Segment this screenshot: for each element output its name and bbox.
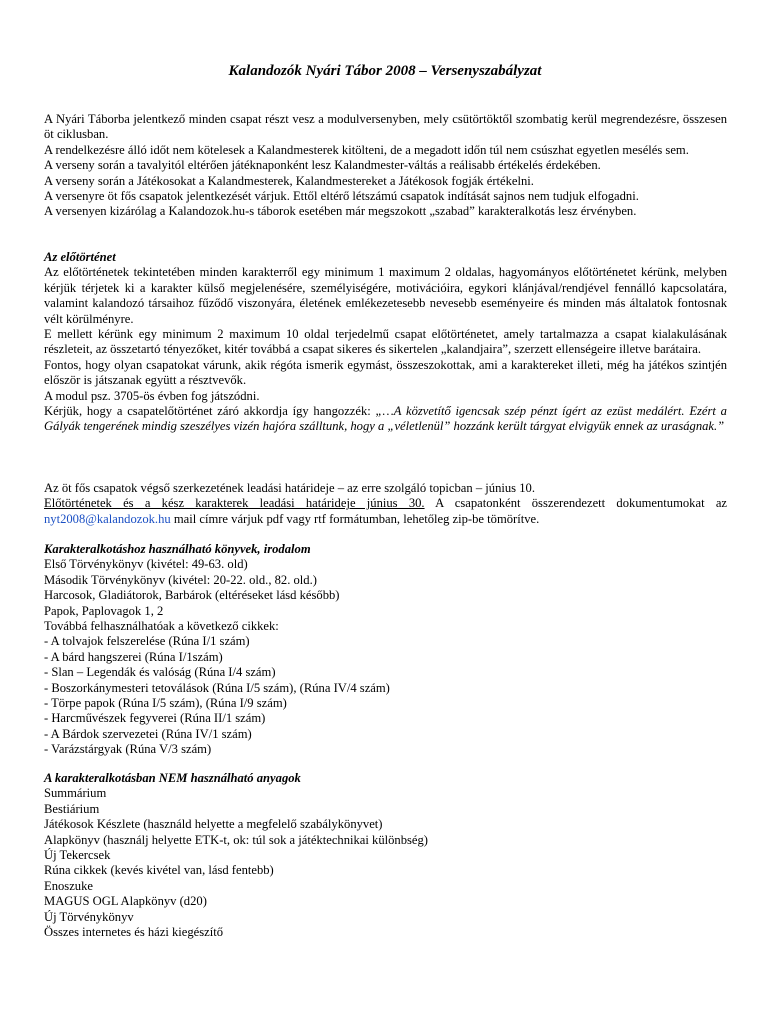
excluded-item: Új Törvénykönyv xyxy=(44,909,134,924)
book-item: Harcosok, Gladiátorok, Barbárok (eltéréseket lásd később) xyxy=(44,588,340,603)
excluded-item: Játékosok Készlete (használd helyette a megfelelő szabálykönyvet) xyxy=(44,817,383,832)
excluded-item: Bestiárium xyxy=(44,801,100,816)
excluded-section xyxy=(44,771,727,940)
books-heading: Karakteralkotáshoz használható könyvek, irodalom xyxy=(44,542,311,556)
submission-text: A csapatonként összerendezett dokumentumokat az xyxy=(424,496,727,511)
page-title: Kalandozók Nyári Tábor 2008 – Versenyszabályzat xyxy=(228,63,542,79)
backstory-paragraph: Fontos, hogy olyan csapatokat várunk, akik régóta ismerik egymást, összeszokottak, ami a karaktereket illeti, még ha játékos szintjén először is játszanak együtt a résztvevők. xyxy=(44,357,727,388)
excluded-item: Rúna cikkek (kevés kivétel van, lásd fentebb) xyxy=(44,863,274,878)
article-item: - A tolvajok felszerelése (Rúna I/1 szám) xyxy=(44,634,250,649)
intro-paragraph: A verseny során a Játékosokat a Kalandmesterek, Kalandmestereket a Játékosok fogják értékelni. xyxy=(44,173,534,188)
intro-paragraph: A Nyári Táborba jelentkező minden csapat részt vesz a modulversenyben, mely csütörtöktől szombatig kerül megrendezésre, összesen öt ciklusban. xyxy=(44,112,727,142)
closing-chord-intro: Kérjük, hogy a csapatelőtörténet záró akkordja így hangozzék: xyxy=(44,404,376,419)
backstory-paragraph: Az előtörténetek tekintetében minden karakterről egy minimum 1 maximum 2 oldalas, hagyományos előtörténetet kérünk, melyben kérjük térjetek ki a karakter külső megjelenésére, személyiségére, motivációira, egykori klánjával/rendjével fennálló kapcsolatára, valamint kalandozó társaihoz fűződő viszonyára, életének emlékezetesebb nevesebb eseményeire és minden más általatok fontosnak vélt körülményre. xyxy=(44,265,727,326)
excluded-item: Új Tekercsek xyxy=(44,848,111,863)
excluded-item: MAGUS OGL Alapkönyv (d20) xyxy=(44,894,207,909)
books-section xyxy=(44,542,727,758)
backstory-section xyxy=(44,250,727,435)
intro-paragraph: A versenyen kizárólag a Kalandozok.hu-s táborok esetében már megszokott „szabad” karakteralkotás lesz érvényben. xyxy=(44,204,637,219)
book-item: Továbbá felhasználhatóak a következő cikkek: xyxy=(44,619,279,634)
article-item: - Boszorkánymesteri tetoválások (Rúna I/5 szám), (Rúna IV/4 szám) xyxy=(44,680,390,695)
article-item: - A Bárdok szervezetei (Rúna IV/1 szám) xyxy=(44,726,252,741)
article-item: - Törpe papok (Rúna I/5 szám), (Rúna I/9 szám) xyxy=(44,696,287,711)
book-item: Papok, Paplovagok 1, 2 xyxy=(44,603,164,618)
deadline-section xyxy=(44,481,727,527)
submission-paragraph xyxy=(44,496,727,527)
closing-chord-paragraph xyxy=(44,404,727,435)
excluded-heading: A karakteralkotásban NEM használható anyagok xyxy=(44,771,301,785)
excluded-item: Összes internetes és házi kiegészítő xyxy=(44,925,224,940)
intro-paragraph: A rendelkezésre álló időt nem kötelesek a Kalandmesterek kitölteni, de a megadott időn túl nem csúszhat egyetlen mesélés sem. xyxy=(44,142,689,157)
backstory-paragraph: E mellett kérünk egy minimum 2 maximum 10 oldal terjedelmű csapat előtörténetet, amely tartalmazza a csapat kialakulásának részleteit, az összetartó tényezőket, kitér továbbá a csapat sikeres és sikertelen „kalandjaira”, szerzett ellenségeire illetve barátaira. xyxy=(44,327,727,357)
closing-chord-quote: „…A közvetítő igencsak szép pénzt ígért az ezüst medálért. Ezért a Gályák tengerének mindig szeszélyes vizén hajóra szálltunk, hogy a „véletlenül” hozzánk került tárgyat elvigyük ennek az uraságnak.” xyxy=(44,404,727,434)
intro-paragraph: A versenyre öt fős csapatok jelentkezését várjuk. Ettől eltérő létszámú csapatok indítását sajnos nem tudjuk elfogadni. xyxy=(44,189,639,204)
email-link[interactable]: nyt2008@kalandozok.hu xyxy=(44,511,171,526)
backstory-heading: Az előtörténet xyxy=(44,250,116,264)
article-item: - Slan – Legendák és valóság (Rúna I/4 szám) xyxy=(44,665,276,680)
backstory-paragraph: A modul psz. 3705-ös évben fog játszódni. xyxy=(44,388,260,403)
intro-paragraph: A verseny során a tavalyitól eltérően játéknaponként lesz Kalandmester-váltás a reálisabb értékelés érdekében. xyxy=(44,158,601,173)
article-item: - A bárd hangszerei (Rúna I/1szám) xyxy=(44,649,223,664)
excluded-item: Summárium xyxy=(44,786,107,801)
book-item: Második Törvénykönyv (kivétel: 20-22. old., 82. old.) xyxy=(44,572,317,587)
submission-deadline: Előtörténetek és a kész karakterek leadási határideje június 30. xyxy=(44,496,425,511)
excluded-item: Alapkönyv (használj helyette ETK-t, ok: túl sok a játéktechnikai különbség) xyxy=(44,832,429,847)
team-deadline: Az öt fős csapatok végső szerkezetének leadási határideje – az erre szolgáló topicban – június 10. xyxy=(44,481,535,495)
book-item: Első Törvénykönyv (kivétel: 49-63. old) xyxy=(44,557,248,572)
article-item: - Varázstárgyak (Rúna V/3 szám) xyxy=(44,742,212,757)
submission-end: mail címre várjuk pdf vagy rtf formátumban, lehetőleg zip-be tömörítve. xyxy=(170,511,540,526)
excluded-item: Enoszuke xyxy=(44,878,93,893)
intro-section xyxy=(44,112,727,220)
article-item: - Harcművészek fegyverei (Rúna II/1 szám) xyxy=(44,711,266,726)
